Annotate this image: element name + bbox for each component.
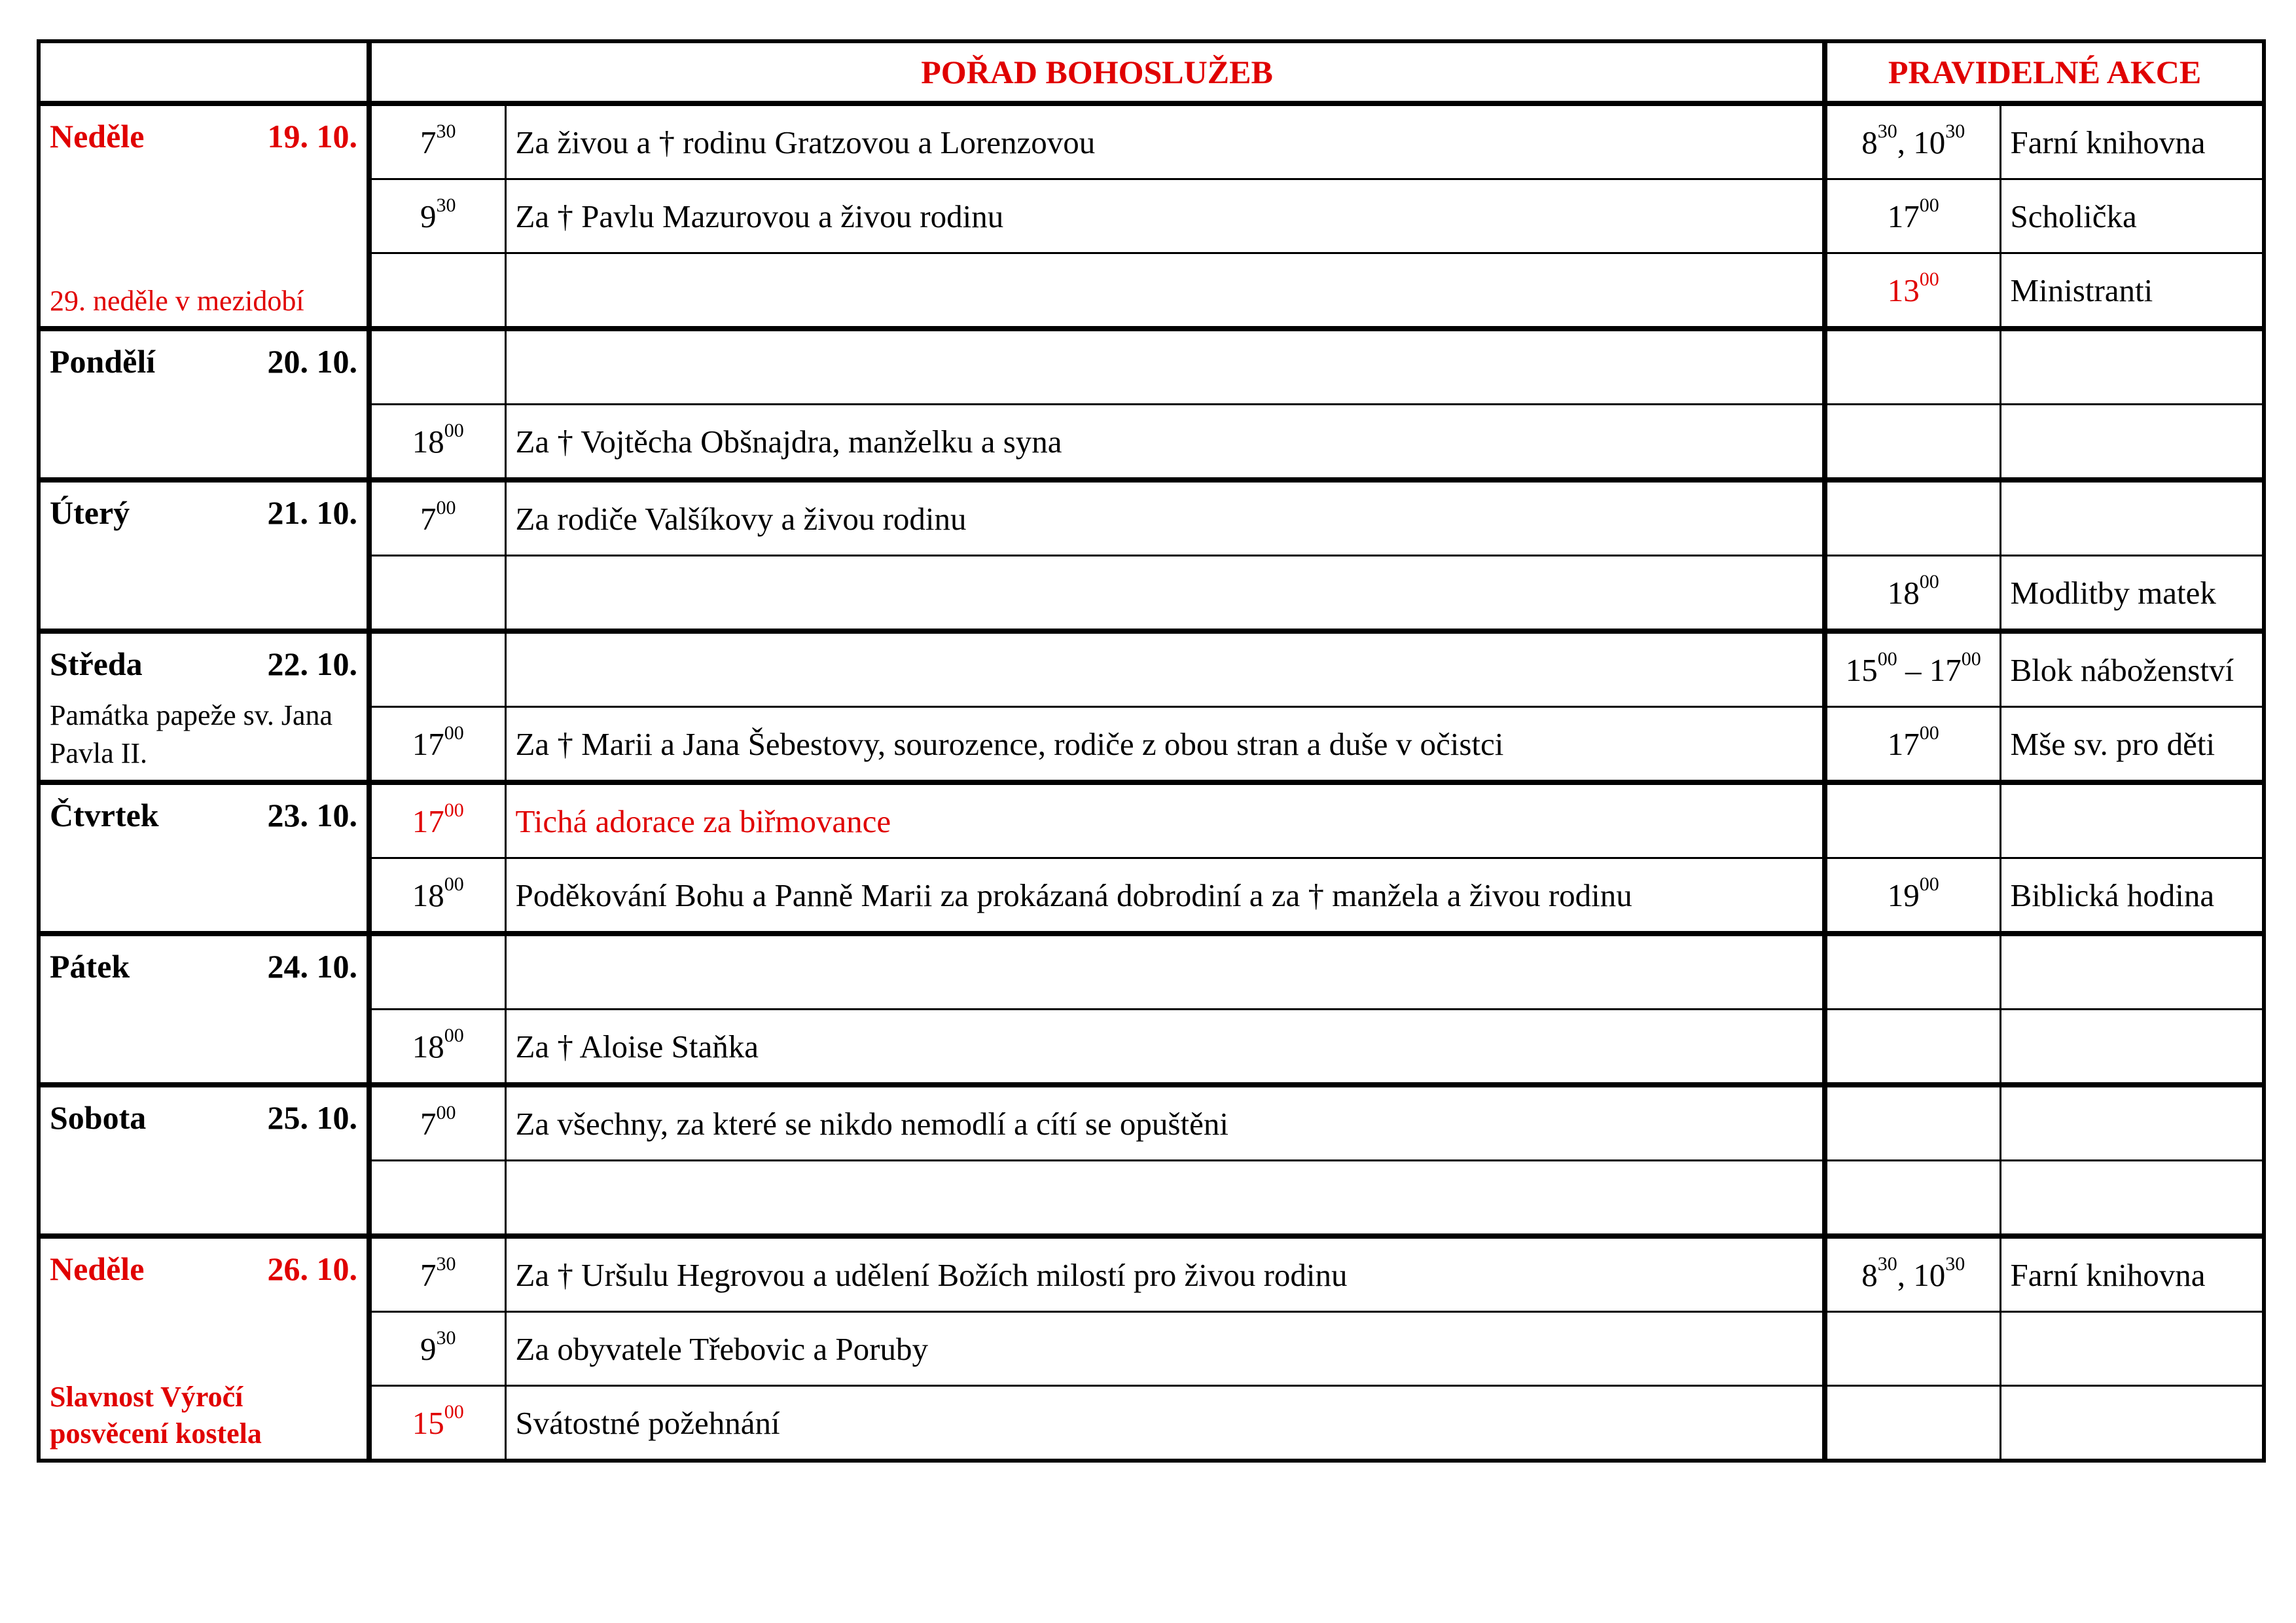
day-header xyxy=(50,342,357,381)
service-time xyxy=(369,934,505,1010)
event-time-minutes: 00 xyxy=(1877,648,1897,670)
service-time xyxy=(369,1312,505,1386)
event-time-hour: 13 xyxy=(1887,272,1920,308)
day-header xyxy=(50,1249,357,1288)
event-name: Farní knihovna xyxy=(2000,103,2264,179)
service-intention: Poděkování Bohu a Panně Marii za prokázaná dobrodiní a za † manžela a živou rodinu xyxy=(505,858,1825,934)
event-time-minutes: 30 xyxy=(1877,1253,1897,1275)
service-intention xyxy=(505,253,1825,329)
service-time-hour: 9 xyxy=(420,1330,437,1367)
event-time xyxy=(1825,179,2000,253)
service-intention xyxy=(505,934,1825,1010)
day-name: Pondělí xyxy=(50,343,156,380)
event-name xyxy=(2000,405,2264,481)
event-name xyxy=(2000,1085,2264,1161)
schedule-row xyxy=(39,329,2264,405)
service-time-hour: 7 xyxy=(420,124,437,160)
day-date: 20. 10. xyxy=(267,343,357,380)
schedule-row xyxy=(39,1085,2264,1161)
service-time-minutes: 00 xyxy=(444,799,464,822)
header-day-cell xyxy=(39,41,369,103)
service-time xyxy=(369,480,505,556)
event-time xyxy=(1825,782,2000,858)
service-time xyxy=(369,707,505,783)
event-time xyxy=(1825,253,2000,329)
day-cell xyxy=(39,329,369,480)
schedule-row xyxy=(39,1236,2264,1312)
service-intention: Za † Uršulu Hegrovou a udělení Božích milostí pro živou rodinu xyxy=(505,1236,1825,1312)
service-intention: Za † Aloise Staňka xyxy=(505,1010,1825,1085)
service-intention: Za živou a † rodinu Gratzovou a Lorenzovou xyxy=(505,103,1825,179)
service-intention xyxy=(505,1161,1825,1237)
event-name xyxy=(2000,480,2264,556)
event-time-minutes-2: 30 xyxy=(1945,120,1965,143)
service-intention xyxy=(505,631,1825,707)
event-name xyxy=(2000,1161,2264,1237)
schedule-row xyxy=(39,1010,2264,1085)
service-time xyxy=(369,405,505,481)
service-time xyxy=(369,556,505,632)
event-time xyxy=(1825,858,2000,934)
event-time-hour: 19 xyxy=(1887,877,1920,913)
service-intention: Za † Marii a Jana Šebestovy, sourozence, rodiče z obou stran a duše v očistci xyxy=(505,707,1825,783)
day-cell xyxy=(39,1085,369,1236)
service-time-minutes: 00 xyxy=(436,497,456,519)
schedule-row xyxy=(39,253,2264,329)
service-time-hour: 15 xyxy=(412,1404,444,1441)
schedule-row xyxy=(39,480,2264,556)
event-name: Blok náboženství xyxy=(2000,631,2264,707)
event-time xyxy=(1825,480,2000,556)
service-time xyxy=(369,858,505,934)
service-time-minutes: 30 xyxy=(436,120,456,143)
schedule-row xyxy=(39,631,2264,707)
day-header xyxy=(50,117,357,156)
day-date: 24. 10. xyxy=(267,948,357,985)
event-time xyxy=(1825,103,2000,179)
service-time-hour: 18 xyxy=(412,877,444,913)
service-intention: Za † Pavlu Mazurovou a živou rodinu xyxy=(505,179,1825,253)
header-row xyxy=(39,41,2264,103)
event-name xyxy=(2000,1386,2264,1461)
service-time-minutes: 30 xyxy=(436,1327,456,1349)
day-cell xyxy=(39,782,369,934)
event-time-hour: 18 xyxy=(1887,574,1920,611)
service-intention: Tichá adorace za biřmovance xyxy=(505,782,1825,858)
schedule-row xyxy=(39,1161,2264,1237)
event-name xyxy=(2000,934,2264,1010)
service-intention: Za rodiče Valšíkovy a živou rodinu xyxy=(505,480,1825,556)
service-time xyxy=(369,631,505,707)
service-intention: Za všechny, za které se nikdo nemodlí a cítí se opuštěni xyxy=(505,1085,1825,1161)
day-name: Středa xyxy=(50,646,143,682)
event-time-minutes-2: 30 xyxy=(1945,1253,1965,1275)
event-time-minutes-2: 00 xyxy=(1961,648,1981,670)
service-time-hour: 18 xyxy=(412,1028,444,1065)
event-time xyxy=(1825,1085,2000,1161)
schedule-row xyxy=(39,405,2264,481)
event-name xyxy=(2000,1010,2264,1085)
schedule-row xyxy=(39,1386,2264,1461)
schedule-row xyxy=(39,707,2264,783)
day-date: 19. 10. xyxy=(267,118,357,155)
day-cell xyxy=(39,103,369,329)
event-time-hour-2: 17 xyxy=(1929,651,1962,688)
event-time-hour: 15 xyxy=(1845,651,1878,688)
service-time xyxy=(369,1085,505,1161)
event-time-hour: 17 xyxy=(1887,198,1920,234)
schedule-row xyxy=(39,858,2264,934)
event-time-minutes: 30 xyxy=(1877,120,1897,143)
schedule-row xyxy=(39,103,2264,179)
service-time-hour: 17 xyxy=(412,725,444,762)
event-name: Scholička xyxy=(2000,179,2264,253)
service-time-hour: 18 xyxy=(412,423,444,460)
day-name: Čtvrtek xyxy=(50,797,159,833)
event-time xyxy=(1825,405,2000,481)
day-cell xyxy=(39,480,369,631)
service-time-minutes: 00 xyxy=(444,420,464,442)
event-time xyxy=(1825,1312,2000,1386)
event-time-hour-2: 10 xyxy=(1913,124,1946,160)
day-date: 21. 10. xyxy=(267,494,357,531)
day-header xyxy=(50,795,357,835)
service-time-hour: 7 xyxy=(420,1256,437,1293)
event-time-minutes: 00 xyxy=(1919,873,1939,896)
day-date: 25. 10. xyxy=(267,1099,357,1136)
service-time-minutes: 00 xyxy=(444,873,464,896)
events-title: PRAVIDELNÉ AKCE xyxy=(1825,41,2264,103)
day-name: Úterý xyxy=(50,494,130,531)
event-time-hour: 17 xyxy=(1887,725,1920,762)
event-name xyxy=(2000,782,2264,858)
service-intention: Za obyvatele Třebovic a Poruby xyxy=(505,1312,1825,1386)
service-intention: Svátostné požehnání xyxy=(505,1386,1825,1461)
day-cell xyxy=(39,934,369,1085)
event-time-hour: 8 xyxy=(1861,124,1878,160)
service-intention: Za † Vojtěcha Obšnajdra, manželku a syna xyxy=(505,405,1825,481)
event-name: Farní knihovna xyxy=(2000,1236,2264,1312)
service-time xyxy=(369,1236,505,1312)
service-time xyxy=(369,782,505,858)
service-time xyxy=(369,1010,505,1085)
event-name: Mše sv. pro děti xyxy=(2000,707,2264,783)
day-header xyxy=(50,644,357,684)
day-date: 26. 10. xyxy=(267,1250,357,1287)
day-header xyxy=(50,493,357,532)
day-name: Sobota xyxy=(50,1099,147,1136)
service-time xyxy=(369,329,505,405)
event-name xyxy=(2000,329,2264,405)
day-name: Neděle xyxy=(50,1250,145,1287)
day-name: Pátek xyxy=(50,948,130,985)
service-time xyxy=(369,253,505,329)
service-time-minutes: 30 xyxy=(436,1253,456,1275)
event-time-minutes: 00 xyxy=(1919,571,1939,593)
schedule-body xyxy=(39,103,2264,1461)
event-time-minutes: 00 xyxy=(1919,194,1939,217)
event-time xyxy=(1825,1386,2000,1461)
service-time-minutes: 00 xyxy=(444,1025,464,1047)
day-note: 29. neděle v mezidobí xyxy=(50,285,304,317)
service-time xyxy=(369,179,505,253)
event-name: Ministranti xyxy=(2000,253,2264,329)
schedule-row xyxy=(39,556,2264,632)
day-note: Památka papeže sv. Jana Pavla II. xyxy=(50,699,333,769)
event-time xyxy=(1825,934,2000,1010)
service-time xyxy=(369,1386,505,1461)
event-name xyxy=(2000,1312,2264,1386)
event-time xyxy=(1825,1236,2000,1312)
service-time-hour: 7 xyxy=(420,1105,437,1142)
event-time xyxy=(1825,1010,2000,1085)
service-time xyxy=(369,103,505,179)
event-time-hour-2: 10 xyxy=(1913,1256,1946,1293)
service-time-minutes: 00 xyxy=(444,1401,464,1423)
event-time-separator: , xyxy=(1897,1256,1914,1293)
event-time xyxy=(1825,329,2000,405)
service-time-hour: 9 xyxy=(420,198,437,234)
event-time-minutes: 00 xyxy=(1919,722,1939,744)
day-date: 22. 10. xyxy=(267,646,357,682)
services-title: POŘAD BOHOSLUŽEB xyxy=(369,41,1825,103)
day-cell xyxy=(39,631,369,782)
service-intention xyxy=(505,556,1825,632)
event-time xyxy=(1825,707,2000,783)
schedule-row xyxy=(39,179,2264,253)
event-name: Biblická hodina xyxy=(2000,858,2264,934)
service-time-hour: 17 xyxy=(412,803,444,839)
event-time xyxy=(1825,556,2000,632)
day-cell xyxy=(39,1236,369,1461)
day-header xyxy=(50,947,357,986)
service-time xyxy=(369,1161,505,1237)
event-time-separator: , xyxy=(1897,124,1914,160)
day-note: Slavnost Výročí posvěcení kostela xyxy=(50,1381,262,1450)
service-intention xyxy=(505,329,1825,405)
event-time xyxy=(1825,1161,2000,1237)
schedule-row xyxy=(39,1312,2264,1386)
schedule-row xyxy=(39,934,2264,1010)
schedule-row xyxy=(39,782,2264,858)
service-time-minutes: 00 xyxy=(436,1102,456,1124)
day-date: 23. 10. xyxy=(267,797,357,833)
service-time-minutes: 30 xyxy=(436,194,456,217)
event-name: Modlitby matek xyxy=(2000,556,2264,632)
schedule-table xyxy=(37,39,2266,1463)
event-time-separator: – xyxy=(1897,651,1929,688)
event-time xyxy=(1825,631,2000,707)
day-header xyxy=(50,1098,357,1137)
service-time-hour: 7 xyxy=(420,500,437,537)
service-time-minutes: 00 xyxy=(444,722,464,744)
day-name: Neděle xyxy=(50,118,145,155)
event-time-hour: 8 xyxy=(1861,1256,1878,1293)
event-time-minutes: 00 xyxy=(1919,268,1939,291)
